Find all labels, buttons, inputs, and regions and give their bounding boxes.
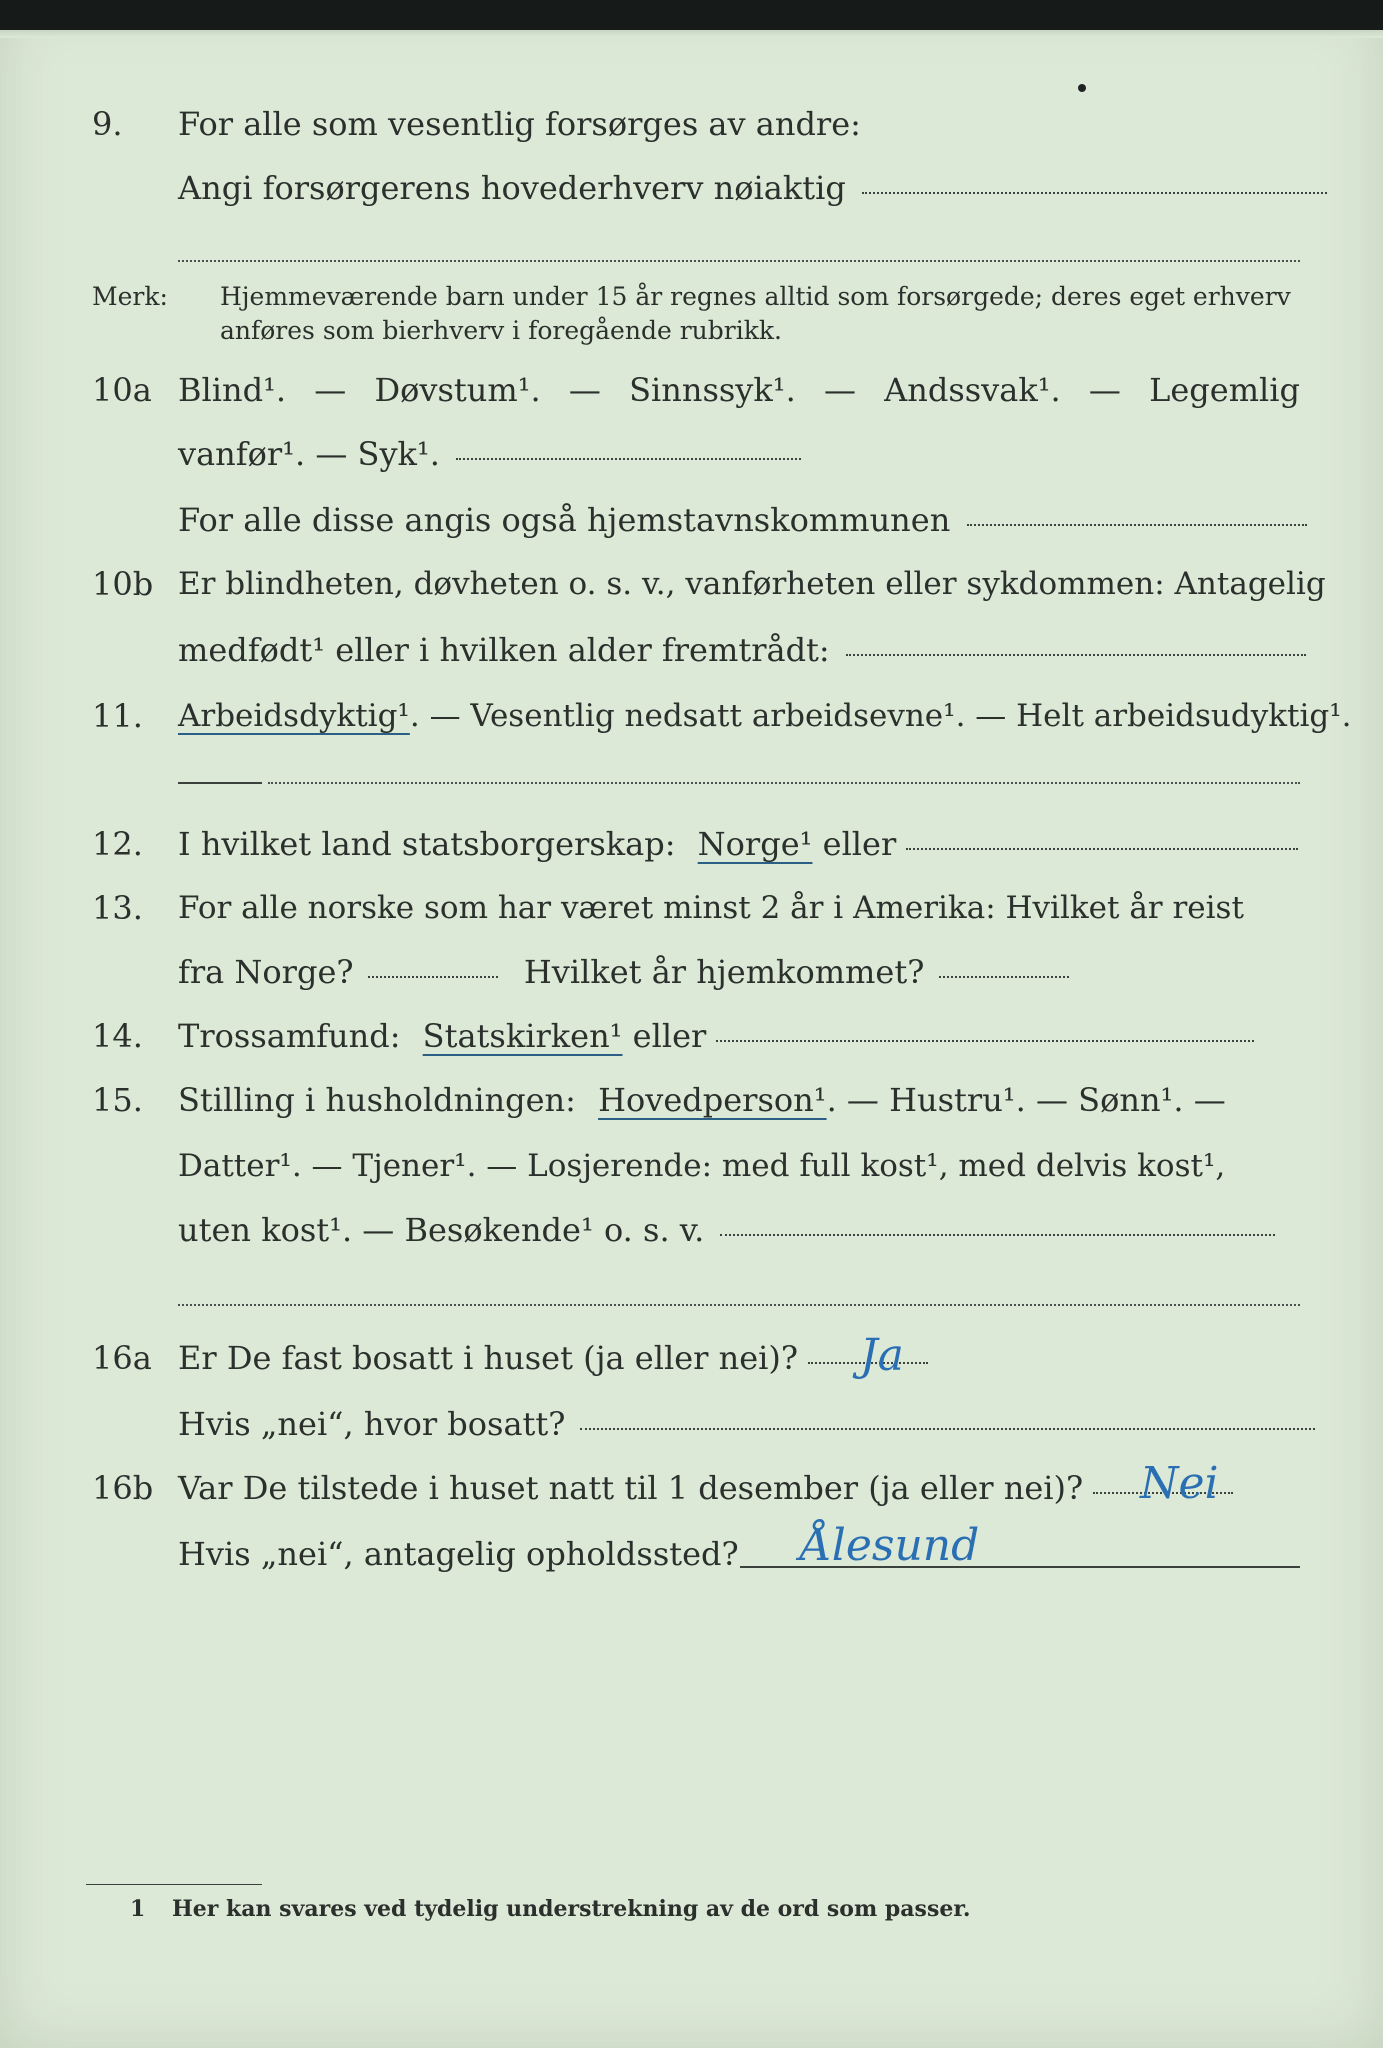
note-text-line-1: Hjemmeværende barn under 15 år regnes alltid som forsørgede; deres eget erhverv xyxy=(220,282,1291,311)
answer-dotted-line[interactable] xyxy=(846,650,1306,656)
answer-dash xyxy=(178,782,262,784)
question-number: 16b xyxy=(92,1469,154,1507)
question-9-line-2 xyxy=(178,164,1300,212)
answer-dotted-line[interactable] xyxy=(580,1424,1315,1430)
question-13 xyxy=(0,884,1383,932)
dash: — xyxy=(314,371,347,409)
footnote-text: Her kan svares ved tydelig understrekning av de ord som passer. xyxy=(172,1896,971,1922)
footnote-mark: 1 xyxy=(130,1896,146,1922)
question-text: medfødt¹ eller i hvilken alder fremtrådt: xyxy=(178,631,830,669)
question-text: Angi forsørgerens hovederhverv nøiaktig xyxy=(178,169,846,207)
question-number: 12. xyxy=(92,825,143,863)
handwritten-answer-ja: Ja xyxy=(860,1330,904,1381)
option-eller: eller xyxy=(822,825,897,863)
question-10a xyxy=(0,366,1383,414)
option-statskirken-underlined[interactable]: Statskirken¹ xyxy=(422,1017,623,1055)
option-legemlig[interactable]: Legemlig xyxy=(1149,371,1300,409)
handwritten-answer-alesund: Ålesund xyxy=(800,1520,980,1571)
option-arbeidsdyktig-underlined[interactable]: Arbeidsdyktig¹ xyxy=(178,698,410,734)
question-number: 11. xyxy=(92,697,143,735)
option-hovedperson-underlined[interactable]: Hovedperson¹ xyxy=(598,1081,827,1119)
option-sinnssyk[interactable]: Sinnssyk¹. xyxy=(629,371,796,409)
answer-dotted-line[interactable] xyxy=(939,972,1069,978)
option-dovstum[interactable]: Døvstum¹. xyxy=(374,371,541,409)
question-10a-line-3 xyxy=(178,496,1300,544)
question-prompt: Stilling i husholdningen: xyxy=(178,1081,576,1119)
question-text: Hvis „nei“, hvor bosatt? xyxy=(178,1405,566,1443)
question-16b-line-2 xyxy=(178,1530,739,1578)
question-12 xyxy=(0,820,1383,868)
question-16a-line-2 xyxy=(178,1400,1315,1448)
question-number: 9. xyxy=(92,105,123,143)
dash: — xyxy=(568,371,601,409)
option-blind[interactable]: Blind¹. xyxy=(178,371,287,409)
question-text xyxy=(178,1334,928,1382)
answer-dotted-line[interactable] xyxy=(862,188,1327,194)
question-text: Er blindheten, døvheten o. s. v., vanførheten eller sykdommen: Antagelig xyxy=(178,566,1326,602)
question-15-line-3 xyxy=(178,1206,1275,1254)
question-number: 15. xyxy=(92,1081,143,1119)
ink-speck xyxy=(1078,84,1086,92)
answer-dotted-line[interactable] xyxy=(906,844,1298,850)
question-text xyxy=(178,820,1298,868)
option-andssvak[interactable]: Andssvak¹. xyxy=(884,371,1061,409)
option-eller: eller xyxy=(632,1017,707,1055)
question-prompt: Var De tilstede i huset natt til 1 desember (ja eller nei)? xyxy=(178,1469,1084,1507)
question-prompt: Trossamfund: xyxy=(178,1017,401,1055)
answer-dotted-line[interactable] xyxy=(967,520,1307,526)
question-options xyxy=(178,366,1300,414)
question-number: 10a xyxy=(92,371,152,409)
question-number: 16a xyxy=(92,1339,152,1377)
dash: — xyxy=(1088,371,1121,409)
answer-dotted-line[interactable] xyxy=(178,260,1300,262)
question-text: For alle som vesentlig forsørges av andre: xyxy=(178,105,861,143)
question-text: For alle norske som har været minst 2 år i Amerika: Hvilket år reist xyxy=(178,890,1244,926)
question-prompt: I hvilket land statsborgerskap: xyxy=(178,825,676,863)
note-label: Merk: xyxy=(92,282,168,311)
question-text xyxy=(178,692,1352,740)
footnote-rule xyxy=(86,1884,262,1885)
option-norge-underlined[interactable]: Norge¹ xyxy=(697,825,813,863)
question-text: uten kost¹. — Besøkende¹ o. s. v. xyxy=(178,1211,705,1249)
handwritten-answer-nei: Nei xyxy=(1140,1458,1219,1509)
scan-top-edge xyxy=(0,0,1383,34)
answer-dotted-line[interactable] xyxy=(720,1230,1275,1236)
question-prompt: Er De fast bosatt i huset (ja eller nei)? xyxy=(178,1339,799,1377)
dash: — xyxy=(823,371,856,409)
question-16a xyxy=(0,1334,1383,1382)
question-text: fra Norge? xyxy=(178,953,354,991)
question-10a-line-2 xyxy=(178,430,801,478)
question-9 xyxy=(0,100,1383,148)
question-text xyxy=(178,1012,1254,1060)
question-15-line-2: Datter¹. — Tjener¹. — Losjerende: med full kost¹, med delvis kost¹, xyxy=(178,1148,1226,1184)
question-number: 14. xyxy=(92,1017,143,1055)
question-13-line-2 xyxy=(178,948,1069,996)
question-text: For alle disse angis også hjemstavnskommunen xyxy=(178,501,951,539)
question-14 xyxy=(0,1012,1383,1060)
question-10b xyxy=(0,560,1383,608)
answer-dotted-line[interactable] xyxy=(178,1304,1300,1306)
question-options-rest: . — Vesentlig nedsatt arbeidsevne¹. — Helt arbeidsudyktig¹. xyxy=(409,698,1352,734)
answer-dotted-line[interactable] xyxy=(456,454,801,460)
answer-dotted-line[interactable] xyxy=(716,1036,1254,1042)
question-options-rest: . — Hustru¹. — Sønn¹. — xyxy=(826,1081,1226,1119)
question-10b-line-2 xyxy=(178,626,1306,674)
question-text: Hvilket år hjemkommet? xyxy=(523,953,925,991)
question-number: 13. xyxy=(92,889,143,927)
question-text: vanfør¹. — Syk¹. xyxy=(178,435,440,473)
scan-edge-shadow xyxy=(0,30,1383,38)
note-text-line-2: anføres som bierhverv i foregående rubrikk. xyxy=(220,316,782,345)
answer-dotted-line[interactable] xyxy=(368,972,498,978)
question-number: 10b xyxy=(92,565,154,603)
question-15 xyxy=(0,1076,1383,1124)
question-text: Hvis „nei“, antagelig opholdssted? xyxy=(178,1535,739,1573)
answer-dotted-line[interactable] xyxy=(268,782,1300,784)
question-11 xyxy=(0,692,1383,740)
question-text xyxy=(178,1076,1226,1124)
question-text xyxy=(178,1464,1233,1512)
